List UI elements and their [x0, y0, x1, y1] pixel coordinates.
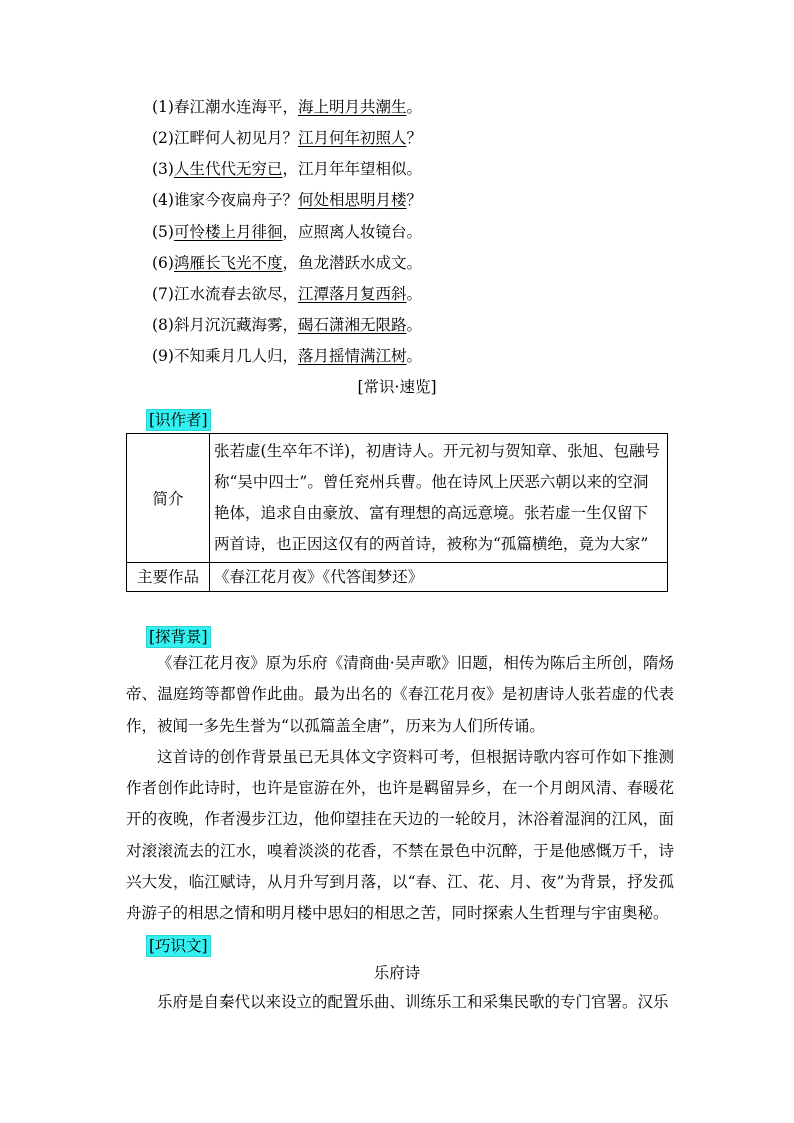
yuefu-text — [126, 987, 674, 1018]
answer-underlined: 江潭落月复西斜 — [297, 285, 407, 303]
answer-line-8: (8)斜月沉沉藏海雾，碣石潇湘无限路。 — [152, 316, 422, 334]
answer-underlined: 海上明月共潮生 — [297, 98, 407, 116]
answer-underlined: 可怜楼上月徘徊 — [173, 223, 283, 241]
intro-text: 张若虚(生卒年不详)，初唐诗人。开元初与贺知章、张旭、包融号称“吴中四士”。曾任兖州兵曹。他在诗风上厌恶六朝以来的空洞艳体，追求自由豪放、富有理想的高远意境。张若虚一生仅留下两首诗，也正因这仅有的两首诗，被称为“孤篇横绝，竟为大家” — [210, 434, 668, 563]
answer-underlined: 江月何年初照人 — [297, 129, 407, 147]
works-label: 主要作品 — [127, 563, 210, 592]
background-paragraph-2: 这首诗的创作背景虽已无具体文字资料可考，但根据诗歌内容可作如下推测作者创作此诗时，也许是宦游在外，也许是羁留异乡，在一个月朗风清、春暖花开的夜晚，作者漫步江边，他仰望挂在天边的一轮皎月，沐浴着湿润的江风，面对滚滚流去的江水，嗅着淡淡的花香，不禁在景色中沉醉，于是他感慨万千，诗兴大发，临江赋诗，从月升写到月落，以“春、江、花、月、夜”为背景，抒发孤舟游子的相思之情和明月楼中思妇的相思之苦，同时探索人生哲理与宇宙奥秘。 — [126, 747, 674, 923]
answer-underlined: 何处相思明月楼 — [297, 191, 407, 209]
answer-underlined: 鸿雁长飞光不度 — [173, 254, 283, 272]
yuefu-paragraph: 乐府是自秦代以来设立的配置乐曲、训练乐工和采集民歌的专门官署。汉乐 — [157, 993, 669, 1011]
table-row — [127, 434, 668, 563]
tag-background: [探背景] — [146, 626, 211, 648]
author-table — [126, 433, 668, 592]
answer-line-6: (6)鸿雁长飞光不度，鱼龙潜跃水成文。 — [152, 254, 422, 272]
background-text — [126, 648, 674, 930]
answer-line-2: (2)江畔何人初见月？江月何年初照人？ — [152, 129, 422, 147]
tag-author: [识作者] — [146, 409, 211, 431]
tag-text: [巧识文] — [146, 935, 211, 957]
table-row — [127, 563, 668, 592]
answer-underlined: 落月摇情满江树 — [297, 347, 407, 365]
answer-line-3: (3)人生代代无穷已，江月年年望相似。 — [152, 160, 422, 178]
section-title: [常识·速览] — [357, 378, 437, 396]
works-text: 《春江花月夜》《代答闺梦还》 — [210, 563, 668, 592]
intro-label: 简介 — [127, 434, 210, 563]
subtitle: 乐府诗 — [373, 964, 421, 982]
answer-line-9: (9)不知乘月几人归，落月摇情满江树。 — [152, 347, 422, 365]
answer-line-1: (1)春江潮水连海平，海上明月共潮生。 — [152, 98, 422, 116]
answer-underlined: 碣石潇湘无限路 — [297, 316, 407, 334]
answer-underlined: 人生代代无穷已 — [173, 160, 283, 178]
answer-line-7: (7)江水流春去欲尽，江潭落月复西斜。 — [152, 285, 422, 303]
background-paragraph-1: 《春江花月夜》原为乐府《清商曲·吴声歌》旧题，相传为陈后主所创，隋炀帝、温庭筠等都曾作此曲。最为出名的《春江花月夜》是初唐诗人张若虚的代表作，被闻一多先生誉为“以孤篇盖全唐”，历来为人们所传诵。 — [126, 654, 674, 735]
answer-line-4: (4)谁家今夜扁舟子？何处相思明月楼？ — [152, 191, 422, 209]
answer-line-5: (5)可怜楼上月徘徊，应照离人妆镜台。 — [152, 223, 422, 241]
